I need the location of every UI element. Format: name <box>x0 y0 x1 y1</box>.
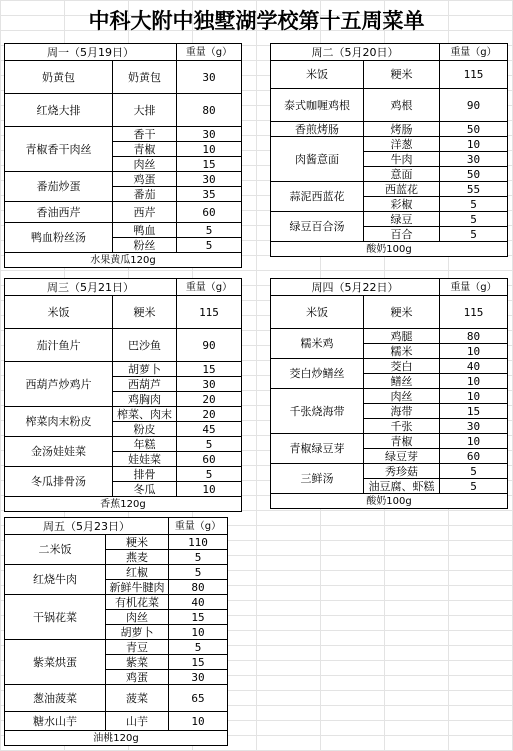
footer-row <box>271 242 508 257</box>
ingredient-weight: 30 <box>177 172 242 187</box>
ingredient-name: 鸡根 <box>364 89 440 122</box>
dish-name: 千张烧海带 <box>271 389 364 434</box>
ingredient-name: 糯米 <box>364 344 440 359</box>
ingredient-name: 绿豆芽 <box>364 449 440 464</box>
dish-name: 糯米鸡 <box>271 329 364 359</box>
ingredient-weight: 10 <box>440 374 508 389</box>
fruit-note: 香蕉120g <box>5 497 242 512</box>
footer-row <box>5 253 242 268</box>
ingredient-weight: 15 <box>440 404 508 419</box>
day-header: 周四（5月22日） <box>271 279 440 296</box>
ingredient-name: 有机花菜 <box>106 595 169 610</box>
table-row <box>271 389 508 404</box>
ingredient-weight: 60 <box>177 202 242 223</box>
footer-row <box>5 731 228 746</box>
ingredient-weight: 10 <box>169 625 228 640</box>
header-row <box>271 279 508 296</box>
table-row <box>5 407 242 422</box>
ingredient-weight: 10 <box>440 434 508 449</box>
ingredient-name: 油豆腐、虾糕 <box>364 479 440 494</box>
dish-name: 西葫芦炒鸡片 <box>5 362 113 407</box>
ingredient-name: 粳米 <box>106 535 169 550</box>
ingredient-weight: 45 <box>177 422 242 437</box>
table-row <box>271 122 508 137</box>
dish-name: 青椒绿豆芽 <box>271 434 364 464</box>
ingredient-name: 西葫芦 <box>113 377 177 392</box>
ingredient-name: 粳米 <box>113 296 177 329</box>
weight-column-header: 重量（g） <box>177 44 242 61</box>
weight-column-header: 重量（g） <box>169 518 228 535</box>
ingredient-name: 冬瓜 <box>113 482 177 497</box>
dish-name: 绿豆百合汤 <box>271 212 364 242</box>
ingredient-weight: 115 <box>177 296 242 329</box>
ingredient-name: 鸡蛋 <box>106 670 169 685</box>
dish-name: 茭白炒鳝丝 <box>271 359 364 389</box>
ingredient-weight: 115 <box>440 296 508 329</box>
table-row <box>271 329 508 344</box>
ingredient-weight: 5 <box>177 437 242 452</box>
table-row <box>5 712 228 731</box>
menu-table-friday <box>4 517 228 746</box>
ingredient-name: 年糕 <box>113 437 177 452</box>
ingredient-name: 排骨 <box>113 467 177 482</box>
dish-name: 冬瓜排骨汤 <box>5 467 113 497</box>
ingredient-weight: 5 <box>440 197 508 212</box>
ingredient-name: 胡萝卜 <box>106 625 169 640</box>
ingredient-name: 香干 <box>113 127 177 142</box>
weight-column-header: 重量（g） <box>440 44 508 61</box>
dish-name: 红烧大排 <box>5 94 113 127</box>
dish-name: 糖水山芋 <box>5 712 106 731</box>
table-row <box>271 434 508 449</box>
menu-table-wednesday <box>4 278 242 512</box>
dish-name: 茄汁鱼片 <box>5 329 113 362</box>
ingredient-weight: 40 <box>440 359 508 374</box>
footer-row <box>271 494 508 509</box>
ingredient-weight: 80 <box>440 329 508 344</box>
ingredient-name: 粉丝 <box>113 238 177 253</box>
ingredient-weight: 115 <box>440 61 508 89</box>
ingredient-weight: 5 <box>169 550 228 565</box>
table-row <box>5 223 242 238</box>
ingredient-weight: 20 <box>177 392 242 407</box>
table-row <box>5 437 242 452</box>
dish-name: 鸭血粉丝汤 <box>5 223 113 253</box>
ingredient-weight: 10 <box>169 712 228 731</box>
ingredient-weight: 20 <box>177 407 242 422</box>
ingredient-name: 青椒 <box>364 434 440 449</box>
ingredient-weight: 15 <box>169 610 228 625</box>
ingredient-weight: 5 <box>440 464 508 479</box>
ingredient-weight: 90 <box>177 329 242 362</box>
ingredient-weight: 5 <box>177 238 242 253</box>
ingredient-name: 西蓝花 <box>364 182 440 197</box>
ingredient-name: 意面 <box>364 167 440 182</box>
ingredient-weight: 60 <box>440 449 508 464</box>
table-row <box>5 61 242 94</box>
dish-name: 榨菜肉末粉皮 <box>5 407 113 437</box>
ingredient-name: 百合 <box>364 227 440 242</box>
ingredient-name: 洋葱 <box>364 137 440 152</box>
dish-name: 番茄炒蛋 <box>5 172 113 202</box>
dish-name: 红烧牛肉 <box>5 565 106 595</box>
ingredient-weight: 5 <box>169 565 228 580</box>
ingredient-name: 牛肉 <box>364 152 440 167</box>
ingredient-name: 番茄 <box>113 187 177 202</box>
ingredient-weight: 15 <box>177 157 242 172</box>
ingredient-weight: 40 <box>169 595 228 610</box>
ingredient-name: 娃娃菜 <box>113 452 177 467</box>
ingredient-weight: 15 <box>177 362 242 377</box>
menu-table-tuesday <box>270 43 508 257</box>
ingredient-weight: 50 <box>440 122 508 137</box>
ingredient-weight: 35 <box>177 187 242 202</box>
ingredient-name: 菠菜 <box>106 685 169 712</box>
table-row <box>5 535 228 550</box>
day-header: 周五（5月23日） <box>5 518 169 535</box>
ingredient-name: 巴沙鱼 <box>113 329 177 362</box>
ingredient-name: 粉皮 <box>113 422 177 437</box>
dish-name: 肉酱意面 <box>271 137 364 182</box>
dish-name: 干锅花菜 <box>5 595 106 640</box>
ingredient-name: 山芋 <box>106 712 169 731</box>
ingredient-weight: 15 <box>169 655 228 670</box>
table-row <box>5 202 242 223</box>
ingredient-name: 粳米 <box>364 61 440 89</box>
header-row <box>5 518 228 535</box>
ingredient-name: 绿豆 <box>364 212 440 227</box>
ingredient-weight: 60 <box>177 452 242 467</box>
ingredient-weight: 10 <box>440 344 508 359</box>
table-row <box>271 182 508 197</box>
ingredient-weight: 5 <box>440 479 508 494</box>
ingredient-weight: 10 <box>177 482 242 497</box>
table-row <box>5 640 228 655</box>
ingredient-name: 鳝丝 <box>364 374 440 389</box>
ingredient-name: 肉丝 <box>106 610 169 625</box>
dish-name: 二米饭 <box>5 535 106 565</box>
ingredient-name: 茭白 <box>364 359 440 374</box>
table-row <box>5 127 242 142</box>
ingredient-name: 胡萝卜 <box>113 362 177 377</box>
ingredient-weight: 80 <box>177 94 242 127</box>
ingredient-name: 鸡腿 <box>364 329 440 344</box>
fruit-note: 酸奶100g <box>271 242 508 257</box>
ingredient-name: 大排 <box>113 94 177 127</box>
table-row <box>5 467 242 482</box>
dish-name: 青椒香干肉丝 <box>5 127 113 172</box>
ingredient-name: 烤肠 <box>364 122 440 137</box>
table-row <box>271 359 508 374</box>
ingredient-weight: 30 <box>177 377 242 392</box>
table-row <box>5 685 228 712</box>
table-row <box>271 89 508 122</box>
ingredient-weight: 30 <box>177 127 242 142</box>
ingredient-weight: 65 <box>169 685 228 712</box>
ingredient-weight: 30 <box>169 670 228 685</box>
weight-column-header: 重量（g） <box>177 279 242 296</box>
ingredient-name: 鸡蛋 <box>113 172 177 187</box>
ingredient-weight: 5 <box>177 467 242 482</box>
ingredient-weight: 80 <box>169 580 228 595</box>
ingredient-name: 红椒 <box>106 565 169 580</box>
weight-column-header: 重量（g） <box>440 279 508 296</box>
table-row <box>5 296 242 329</box>
fruit-note: 油桃120g <box>5 731 228 746</box>
header-row <box>271 44 508 61</box>
footer-row <box>5 497 242 512</box>
dish-name: 米饭 <box>271 296 364 329</box>
day-header: 周一（5月19日） <box>5 44 177 61</box>
ingredient-name: 新鲜牛腱肉 <box>106 580 169 595</box>
dish-name: 金汤娃娃菜 <box>5 437 113 467</box>
ingredient-name: 紫菜 <box>106 655 169 670</box>
table-row <box>5 565 228 580</box>
ingredient-name: 肉丝 <box>113 157 177 172</box>
table-row <box>271 137 508 152</box>
ingredient-weight: 5 <box>177 223 242 238</box>
ingredient-name: 奶黄包 <box>113 61 177 94</box>
table-row <box>5 94 242 127</box>
ingredient-name: 千张 <box>364 419 440 434</box>
ingredient-weight: 30 <box>440 152 508 167</box>
dish-name: 米饭 <box>5 296 113 329</box>
ingredient-weight: 50 <box>440 167 508 182</box>
ingredient-name: 彩椒 <box>364 197 440 212</box>
table-row <box>271 296 508 329</box>
ingredient-name: 粳米 <box>364 296 440 329</box>
ingredient-name: 鸡胸肉 <box>113 392 177 407</box>
table-row <box>5 329 242 362</box>
dish-name: 米饭 <box>271 61 364 89</box>
ingredient-name: 海带 <box>364 404 440 419</box>
ingredient-weight: 10 <box>177 142 242 157</box>
dish-name: 三鲜汤 <box>271 464 364 494</box>
page-title: 中科大附中独墅湖学校第十五周菜单 <box>88 8 425 33</box>
ingredient-name: 青椒 <box>113 142 177 157</box>
table-row <box>271 212 508 227</box>
ingredient-weight: 55 <box>440 182 508 197</box>
fruit-note: 酸奶100g <box>271 494 508 509</box>
fruit-note: 水果黄瓜120g <box>5 253 242 268</box>
ingredient-name: 肉丝 <box>364 389 440 404</box>
menu-table-thursday <box>270 278 508 509</box>
ingredient-name: 燕麦 <box>106 550 169 565</box>
ingredient-weight: 110 <box>169 535 228 550</box>
ingredient-weight: 90 <box>440 89 508 122</box>
table-row <box>5 172 242 187</box>
header-row <box>5 279 242 296</box>
ingredient-weight: 5 <box>440 212 508 227</box>
dish-name: 香油西芹 <box>5 202 113 223</box>
ingredient-weight: 10 <box>440 137 508 152</box>
dish-name: 泰式咖喱鸡根 <box>271 89 364 122</box>
ingredient-name: 鸭血 <box>113 223 177 238</box>
ingredient-weight: 5 <box>169 640 228 655</box>
table-row <box>271 61 508 89</box>
ingredient-weight: 10 <box>440 389 508 404</box>
ingredient-weight: 30 <box>440 419 508 434</box>
dish-name: 葱油菠菜 <box>5 685 106 712</box>
ingredient-name: 青豆 <box>106 640 169 655</box>
ingredient-name: 秀珍菇 <box>364 464 440 479</box>
ingredient-name: 西芹 <box>113 202 177 223</box>
ingredient-name: 榨菜、肉末 <box>113 407 177 422</box>
table-row <box>5 595 228 610</box>
day-header: 周二（5月20日） <box>271 44 440 61</box>
table-row <box>271 464 508 479</box>
table-row <box>5 362 242 377</box>
ingredient-weight: 30 <box>177 61 242 94</box>
dish-name: 香煎烤肠 <box>271 122 364 137</box>
dish-name: 蒜泥西蓝花 <box>271 182 364 212</box>
menu-table-monday <box>4 43 242 268</box>
day-header: 周三（5月21日） <box>5 279 177 296</box>
dish-name: 奶黄包 <box>5 61 113 94</box>
header-row <box>5 44 242 61</box>
ingredient-weight: 5 <box>440 227 508 242</box>
dish-name: 紫菜烘蛋 <box>5 640 106 685</box>
